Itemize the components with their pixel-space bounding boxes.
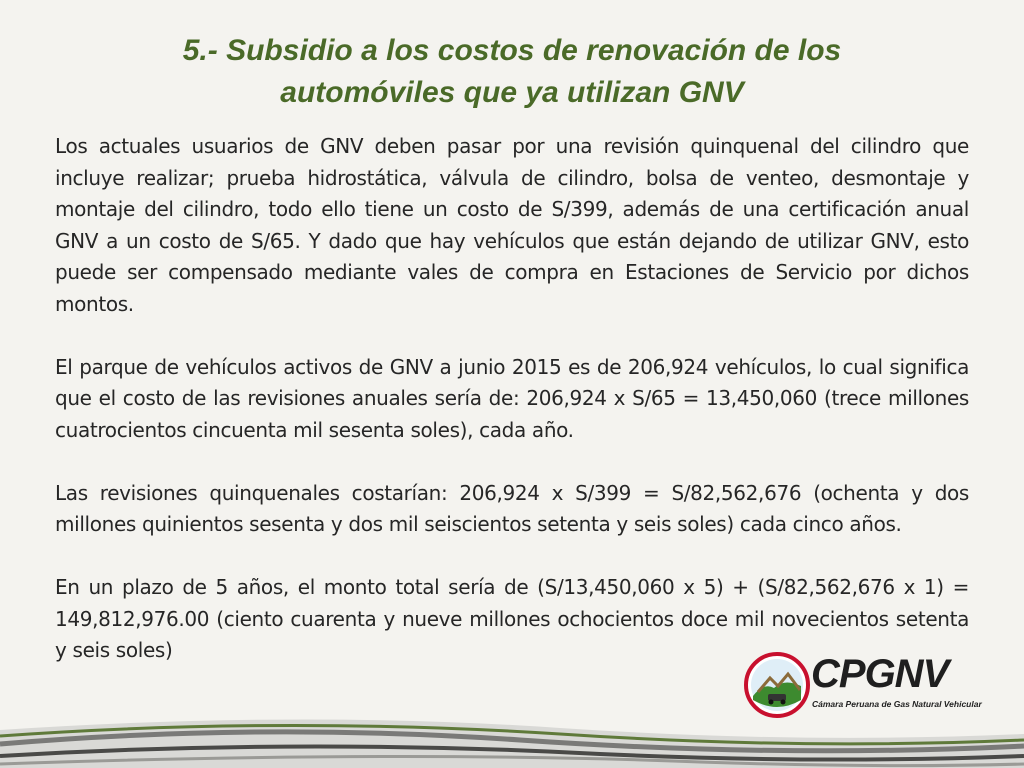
logo-subtitle: Cámara Peruana de Gas Natural Vehicular <box>812 699 982 709</box>
paragraph-total: En un plazo de 5 años, el monto total sería de (S/13,450,060 x 5) + (S/82,562,676 x 1) = 149,812,976.00 (ciento cuarenta y nueve millones ochocientos doce mil novecientos setenta y seis soles) <box>55 575 969 662</box>
logo-wordmark: CPGNV <box>811 652 949 696</box>
title-line-1: 5.- Subsidio a los costos de renovación de los <box>182 34 842 67</box>
paragraph-parque: El parque de vehículos activos de GNV a junio 2015 es de 206,924 vehículos, lo cual significa que el costo de las revisiones anuales sería de: 206,924 x S/65 = 13,450,060 (trece millones cuatrocientos cincuenta mil sesenta soles), cada año. <box>55 354 969 442</box>
slide-title <box>60 30 964 114</box>
bottom-swoosh-decoration <box>0 700 1024 768</box>
paragraph-usuarios: Los actuales usuarios de GNV deben pasar por una revisión quinquenal del cilindro que incluye realizar; prueba hidrostática, válvula de cilindro, bolsa de venteo, desmontaje y montaje del cilindro, todo ello tiene un costo de S/399, además de una certificación anual GNV a un costo de S/65. Y dado que hay vehículos que están dejando de utilizar GNV, esto puede ser compensado mediante vales de compra en Estaciones de Servicio por dichos montos. <box>55 134 969 316</box>
paragraph-quinquenales: Las revisiones quinquenales costarían: 206,924 x S/399 = S/82,562,676 (ochenta y dos millones quinientos sesenta y dos mil seiscientos setenta y seis soles) cada cinco años. <box>55 480 969 536</box>
title-line-2: automóviles que ya utilizan GNV <box>280 76 744 109</box>
slide-body <box>55 131 969 698</box>
